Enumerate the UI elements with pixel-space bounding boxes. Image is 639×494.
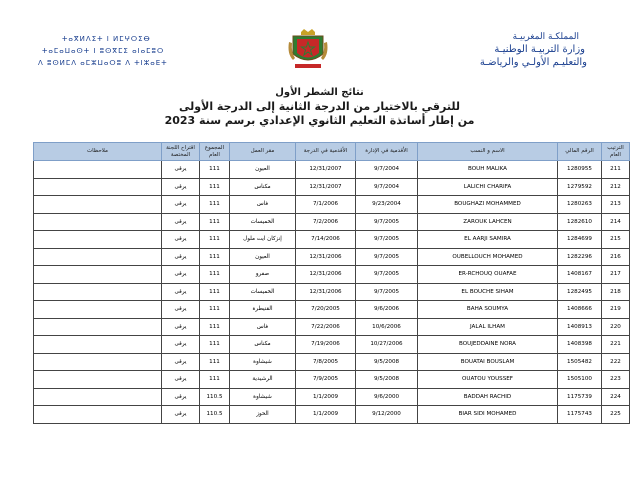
cell-admin-seniority: 9/7/2005 — [356, 213, 418, 231]
document-titles — [0, 86, 639, 128]
cell-full-name: BOUJEDDAINE NORA — [418, 336, 558, 354]
cell-admin-seniority: 9/6/2006 — [356, 301, 418, 319]
cell-admin-seniority: 9/7/2005 — [356, 266, 418, 284]
cell-admin-seniority: 10/27/2006 — [356, 336, 418, 354]
cell-financial-number: 1282610 — [558, 213, 602, 231]
cell-full-name: EL BOUCHE SIHAM — [418, 283, 558, 301]
table-row — [34, 353, 630, 371]
cell-financial-number: 1280955 — [558, 161, 602, 179]
cell-full-name: BOUATAI BOUSLAM — [418, 353, 558, 371]
cell-total: 111 — [200, 301, 230, 319]
cell-full-name: ZAROUK LAHCEN — [418, 213, 558, 231]
cell-financial-number: 1505100 — [558, 371, 602, 389]
cell-financial-number: 1505482 — [558, 353, 602, 371]
cell-admin-seniority: 9/6/2000 — [356, 388, 418, 406]
cell-grade-seniority: 7/2/2006 — [296, 213, 356, 231]
cell-grade-seniority: 12/31/2006 — [296, 283, 356, 301]
cell-notes — [34, 213, 162, 231]
cell-rank: 221 — [602, 336, 630, 354]
cell-grade-seniority: 1/1/2009 — [296, 388, 356, 406]
col-notes-header: ملاحظات — [34, 143, 162, 161]
cell-full-name: BAHA SOUMYA — [418, 301, 558, 319]
cell-rank: 222 — [602, 353, 630, 371]
cell-notes — [34, 388, 162, 406]
cell-total: 111 — [200, 178, 230, 196]
cell-committee-proposal: يرقى — [162, 231, 200, 249]
cell-admin-seniority: 10/6/2006 — [356, 318, 418, 336]
cell-notes — [34, 406, 162, 424]
cell-financial-number: 1280263 — [558, 196, 602, 214]
cell-rank: 220 — [602, 318, 630, 336]
cell-rank: 216 — [602, 248, 630, 266]
cell-notes — [34, 161, 162, 179]
cell-rank: 211 — [602, 161, 630, 179]
cell-workplace: العيون — [230, 161, 296, 179]
cell-total: 111 — [200, 161, 230, 179]
col-admin-seniority-header: الأقدمية في الإدارة — [356, 143, 418, 161]
cell-committee-proposal: يرقى — [162, 371, 200, 389]
cell-financial-number: 1408913 — [558, 318, 602, 336]
cell-workplace: شيشاوة — [230, 353, 296, 371]
cell-total: 111 — [200, 353, 230, 371]
cell-grade-seniority: 7/8/2005 — [296, 353, 356, 371]
cell-total: 110.5 — [200, 388, 230, 406]
cell-grade-seniority: 7/14/2006 — [296, 231, 356, 249]
cell-total: 111 — [200, 336, 230, 354]
tifinagh-line-3: ⴷ ⵓⵙⵍⵎⴷ ⴰⵎⵣⵡⴰⵔⵓ ⴷ ⵜⵏⵣⴰⴹⵜ — [38, 59, 168, 67]
cell-grade-seniority: 7/9/2005 — [296, 371, 356, 389]
ministry-line-3: والتعليـم الأولـي والرياضـة — [479, 57, 587, 68]
cell-notes — [34, 353, 162, 371]
cell-admin-seniority: 9/23/2004 — [356, 196, 418, 214]
col-workplace-header: مقر العمل — [230, 143, 296, 161]
table-row — [34, 283, 630, 301]
cell-workplace: الرشيدية — [230, 371, 296, 389]
cell-committee-proposal: يرقى — [162, 301, 200, 319]
col-name-header: الاسم و النسب — [418, 143, 558, 161]
cell-workplace: الخميسات — [230, 213, 296, 231]
cell-financial-number: 1408398 — [558, 336, 602, 354]
cell-total: 111 — [200, 318, 230, 336]
cell-full-name: BOUGHAZI MOHAMMED — [418, 196, 558, 214]
tifinagh-line-2: ⵜⴰⵎⴰⵡⴰⵙⵜ ⵏ ⵓⵙⴳⵎⵉ ⴰⵏⴰⵎⵓⵔ — [42, 47, 165, 55]
col-financial-number-header: الرقم المالي — [558, 143, 602, 161]
cell-full-name: BOUH MALIKA — [418, 161, 558, 179]
cell-admin-seniority: 9/7/2004 — [356, 178, 418, 196]
cell-total: 111 — [200, 196, 230, 214]
cell-grade-seniority: 12/31/2007 — [296, 161, 356, 179]
cell-workplace: الحوز — [230, 406, 296, 424]
table-row — [34, 266, 630, 284]
cell-notes — [34, 231, 162, 249]
table-body — [34, 161, 630, 424]
cell-workplace: مكناس — [230, 178, 296, 196]
cell-grade-seniority: 7/20/2005 — [296, 301, 356, 319]
cell-full-name: OUATOU YOUSSEF — [418, 371, 558, 389]
col-rank-header: الترتيب العام — [602, 143, 630, 161]
cell-notes — [34, 371, 162, 389]
cell-total: 111 — [200, 231, 230, 249]
cell-committee-proposal: يرقى — [162, 196, 200, 214]
cell-full-name: ER-RCHOUQ OUAFAE — [418, 266, 558, 284]
cell-notes — [34, 266, 162, 284]
cell-committee-proposal: يرقى — [162, 178, 200, 196]
cell-committee-proposal: يرقى — [162, 161, 200, 179]
col-committee-proposal-header: اقتراح اللجنة المختصة — [162, 143, 200, 161]
cell-full-name: LALICHI CHARIFA — [418, 178, 558, 196]
cell-admin-seniority: 9/7/2005 — [356, 231, 418, 249]
cell-rank: 223 — [602, 371, 630, 389]
cell-workplace: فاس — [230, 318, 296, 336]
cell-notes — [34, 301, 162, 319]
cell-rank: 225 — [602, 406, 630, 424]
table-row — [34, 371, 630, 389]
cell-financial-number: 1279592 — [558, 178, 602, 196]
cell-committee-proposal: يرقى — [162, 266, 200, 284]
cell-workplace: صفرو — [230, 266, 296, 284]
cell-grade-seniority: 7/1/2006 — [296, 196, 356, 214]
table-row — [34, 301, 630, 319]
kingdom-emblem-icon — [287, 28, 329, 70]
ministry-line-1: المملكـة المغربيـة — [512, 32, 579, 42]
table-row — [34, 213, 630, 231]
cell-notes — [34, 196, 162, 214]
cell-rank: 214 — [602, 213, 630, 231]
cell-grade-seniority: 12/31/2006 — [296, 248, 356, 266]
results-table — [33, 142, 630, 424]
title-line-2: للترقي بالاختيار من الدرجة الثانية إلى الدرجة الأولى — [179, 100, 460, 113]
cell-committee-proposal: يرقى — [162, 213, 200, 231]
cell-total: 110.5 — [200, 406, 230, 424]
cell-committee-proposal: يرقى — [162, 388, 200, 406]
cell-notes — [34, 283, 162, 301]
cell-full-name: JALAL ILHAM — [418, 318, 558, 336]
table-row — [34, 231, 630, 249]
cell-workplace: فاس — [230, 196, 296, 214]
tifinagh-line-1: ⵜⴰⴳⵍⴷⵉⵜ ⵏ ⵍⵎⵖⵔⵉⴱ — [62, 35, 151, 43]
cell-committee-proposal: يرقى — [162, 406, 200, 424]
col-grade-seniority-header: الأقدمية في الدرجة — [296, 143, 356, 161]
cell-rank: 218 — [602, 283, 630, 301]
cell-committee-proposal: يرقى — [162, 353, 200, 371]
cell-financial-number: 1175739 — [558, 388, 602, 406]
cell-committee-proposal: يرقى — [162, 336, 200, 354]
cell-rank: 212 — [602, 178, 630, 196]
cell-admin-seniority: 9/5/2008 — [356, 353, 418, 371]
cell-grade-seniority: 12/31/2007 — [296, 178, 356, 196]
cell-total: 111 — [200, 266, 230, 284]
cell-rank: 215 — [602, 231, 630, 249]
cell-total: 111 — [200, 283, 230, 301]
cell-grade-seniority: 1/1/2009 — [296, 406, 356, 424]
cell-workplace: شيشاوة — [230, 388, 296, 406]
cell-notes — [34, 336, 162, 354]
cell-notes — [34, 248, 162, 266]
cell-workplace: القنيطرة — [230, 301, 296, 319]
title-line-3: من إطار أساتذة التعليم الثانوي الإعدادي برسم سنة 2023 — [164, 114, 475, 127]
cell-admin-seniority: 9/7/2005 — [356, 283, 418, 301]
cell-financial-number: 1408666 — [558, 301, 602, 319]
cell-grade-seniority: 12/31/2006 — [296, 266, 356, 284]
cell-workplace: إنزكان ايت ملول — [230, 231, 296, 249]
cell-rank: 219 — [602, 301, 630, 319]
cell-financial-number: 1408167 — [558, 266, 602, 284]
table-row — [34, 196, 630, 214]
cell-workplace: مكناس — [230, 336, 296, 354]
cell-admin-seniority: 9/7/2005 — [356, 248, 418, 266]
cell-grade-seniority: 7/19/2006 — [296, 336, 356, 354]
table-row — [34, 318, 630, 336]
cell-rank: 224 — [602, 388, 630, 406]
cell-notes — [34, 178, 162, 196]
document-header — [0, 0, 639, 80]
cell-committee-proposal: يرقى — [162, 318, 200, 336]
cell-total: 111 — [200, 371, 230, 389]
cell-total: 111 — [200, 248, 230, 266]
cell-rank: 213 — [602, 196, 630, 214]
table-row — [34, 406, 630, 424]
cell-financial-number: 1282296 — [558, 248, 602, 266]
cell-full-name: EL AARJI SAMIRA — [418, 231, 558, 249]
col-total-header: المجموع العام — [200, 143, 230, 161]
cell-admin-seniority: 9/7/2004 — [356, 161, 418, 179]
cell-admin-seniority: 9/5/2008 — [356, 371, 418, 389]
ministry-line-2: وزارة التربيـة الوطنيـة — [494, 44, 585, 55]
table-row — [34, 178, 630, 196]
cell-admin-seniority: 9/12/2000 — [356, 406, 418, 424]
cell-notes — [34, 318, 162, 336]
cell-rank: 217 — [602, 266, 630, 284]
table-row — [34, 161, 630, 179]
cell-committee-proposal: يرقى — [162, 283, 200, 301]
cell-full-name: OUBELLOUCH MOHAMED — [418, 248, 558, 266]
table-header-row — [34, 143, 630, 161]
cell-workplace: العيون — [230, 248, 296, 266]
cell-financial-number: 1284699 — [558, 231, 602, 249]
cell-financial-number: 1282495 — [558, 283, 602, 301]
table-row — [34, 388, 630, 406]
cell-grade-seniority: 7/22/2006 — [296, 318, 356, 336]
table-row — [34, 248, 630, 266]
cell-full-name: BIAR SIDI MOHAMED — [418, 406, 558, 424]
table-row — [34, 336, 630, 354]
cell-full-name: BADDAH RACHID — [418, 388, 558, 406]
cell-committee-proposal: يرقى — [162, 248, 200, 266]
title-line-1: نتائج الشطر الأول — [275, 87, 364, 98]
cell-total: 111 — [200, 213, 230, 231]
cell-financial-number: 1175743 — [558, 406, 602, 424]
cell-workplace: الخميسات — [230, 283, 296, 301]
